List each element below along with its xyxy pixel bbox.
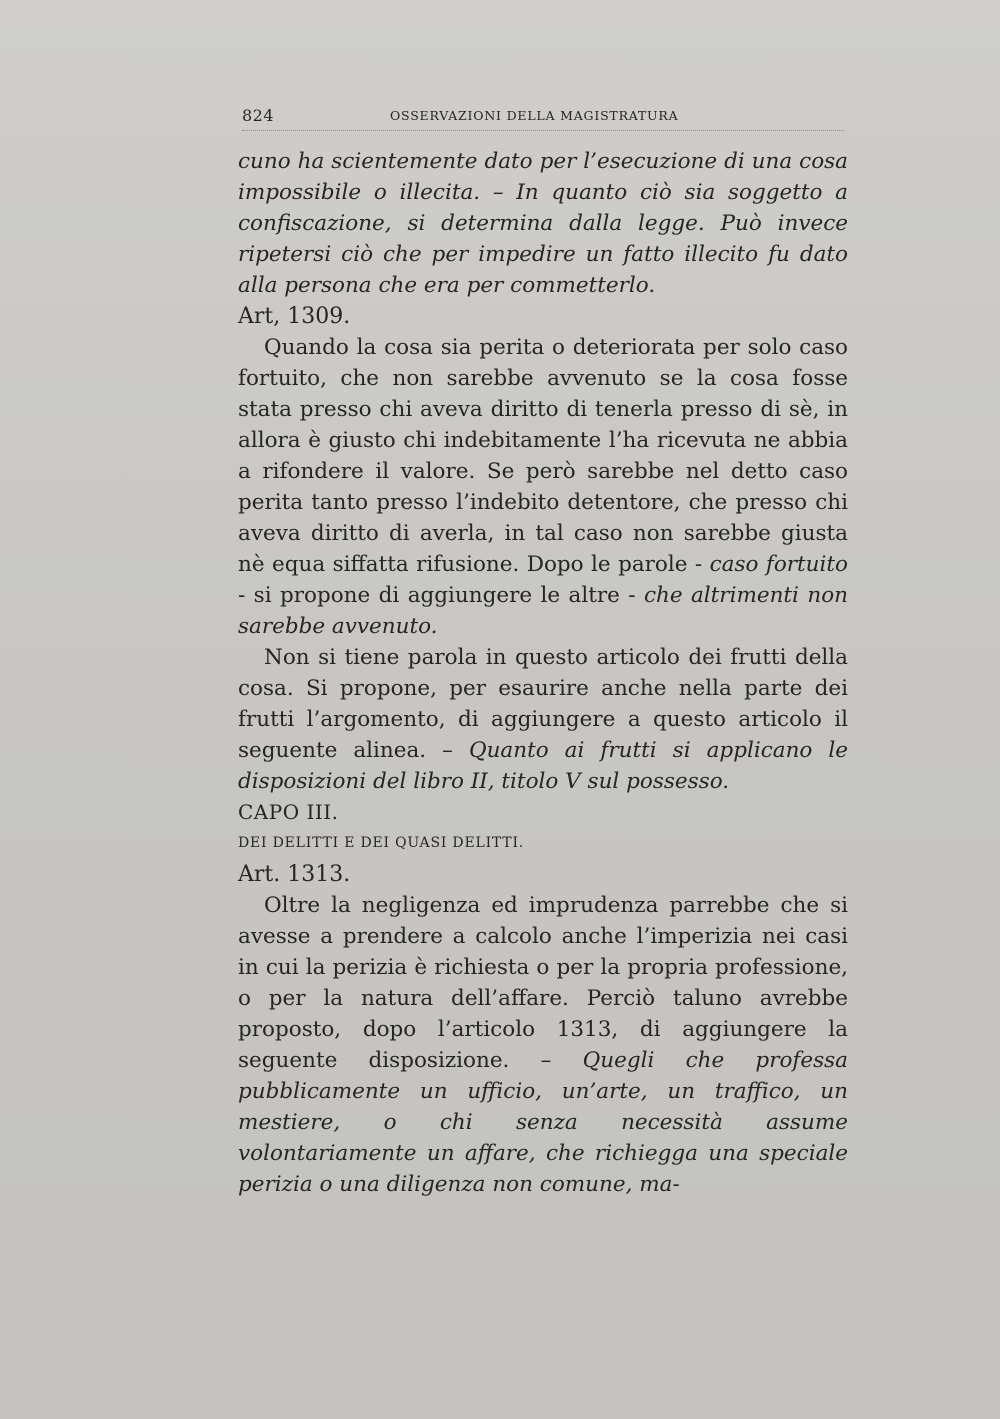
- article-1309-heading: Art, 1309.: [238, 304, 351, 329]
- article-1309-paragraph-1: [238, 332, 848, 642]
- page-body: [238, 146, 848, 1200]
- intro-paragraph: cuno ha scientemente dato per l’esecuzione di una cosa impossibile o illecita. – In quanto ciò sia soggetto a confiscazione, si determina dalla legge. Può invece ripetersi ciò che per impedire un fatto illecito fu dato alla persona che era per commetterlo.: [238, 149, 848, 298]
- capo-heading: CAPO III.: [238, 800, 339, 824]
- article-1309-p1-italic-a: caso fortuito: [709, 552, 848, 577]
- article-1309-p1-text-a: Quando la cosa sia perita o deteriorata per solo caso fortuito, che non sarebbe avvenuto se la cosa fosse stata presso chi aveva diritto di tenerla presso di sè, in allora è giusto chi indebitamente l’ha ricevuta ne abbia a rifondere il valore. Se però sarebbe nel detto caso perita tanto presso l’indebito detentore, che presso chi aveva diritto di averla, in tal caso non sarebbe giusta nè equa siffatta rifusione. Dopo le parole -: [238, 335, 848, 577]
- article-1313-p1-text-a: Oltre la negligenza ed imprudenza parrebbe che si avesse a prendere a calcolo anche l’imperizia nei casi in cui la perizia è richiesta o per la propria professione, o per la natura dell’affare. Perciò taluno avrebbe proposto, dopo l’articolo 1313, di aggiungere la seguente disposizione. –: [238, 893, 848, 1073]
- article-1309-p2-italic-a: Quanto ai frutti si applicano le disposizioni del libro II, titolo V sul possesso.: [238, 738, 848, 794]
- article-1309-paragraph-2: [238, 642, 848, 797]
- article-1309-p2-text-a: Non si tiene parola in questo articolo dei frutti della cosa. Si propone, per esaurire anche nella parte dei frutti l’argomento, di aggiungere a questo articolo il seguente alinea. –: [238, 645, 848, 763]
- article-1309-p1-text-b: - si propone di aggiungere le altre -: [238, 583, 644, 608]
- article-1313-heading: Art. 1313.: [238, 862, 351, 887]
- running-title: OSSERVAZIONI DELLA MAGISTRATURA: [390, 108, 679, 123]
- article-1313-p1-italic-a: Quegli che professa pubblicamente un ufficio, un’arte, un traffico, un mestiere, o chi senza necessità assume volontariamente un affare, che richiegga una speciale perizia o una diligenza non comune, ma-: [238, 1048, 848, 1197]
- page-number: 824: [242, 106, 275, 125]
- capo-subheading: DEI DELITTI E DEI QUASI DELITTI.: [238, 835, 525, 851]
- article-1313-paragraph-1: [238, 890, 848, 1200]
- article-1309-p1-italic-b: che altrimenti non sarebbe avvenuto.: [238, 583, 848, 639]
- running-header: [242, 106, 844, 131]
